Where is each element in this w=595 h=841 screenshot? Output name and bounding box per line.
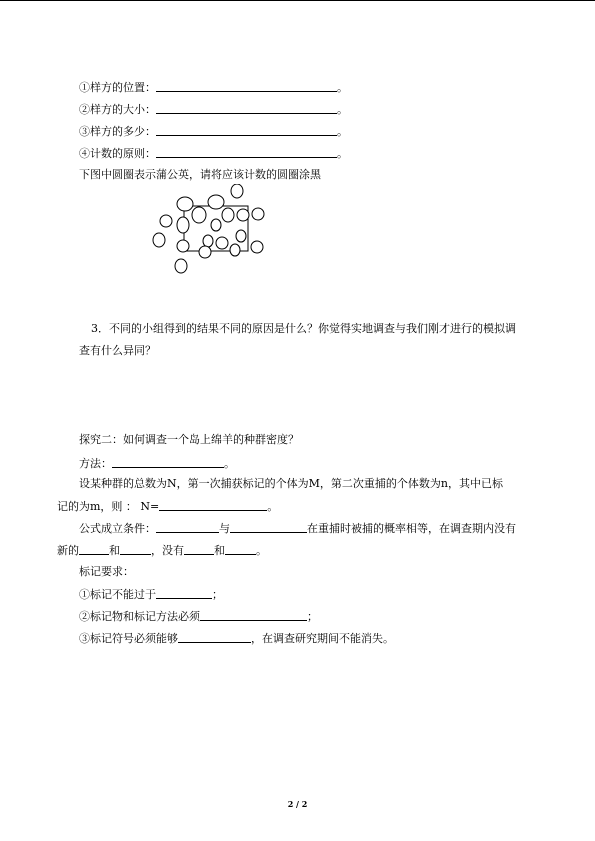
setup-line1: 设某种群的总数为N，第一次捕获标记的个体为M，第二次重捕的个体数为n，其中已标 [79,477,503,490]
text: 新的 [57,544,79,557]
label: ③样方的多少： [79,125,156,138]
dandelion-sample-diagram [150,184,270,276]
question-3-line2: 查有什么异同？ [79,344,156,357]
text: ，没有 [151,544,184,557]
dandelion-circle[interactable] [175,259,187,273]
condition-blank-6[interactable] [225,543,256,555]
formula-blank[interactable] [159,499,267,511]
question-counting-rule [79,146,348,161]
dandelion-circle[interactable] [216,237,228,249]
text: 与 [219,522,230,535]
dandelion-circle[interactable] [236,230,246,242]
answer-blank[interactable] [156,146,337,158]
question-3-line1: 3．不同的小组得到的结果不同的原因是什么？你觉得实地调查与我们刚才进行的模拟调 [91,322,516,335]
label: ②样方的大小： [79,103,156,116]
text: 和 [109,544,120,557]
condition-blank-4[interactable] [120,543,151,555]
requirement-blank-1[interactable] [156,587,212,599]
question-sample-position [79,80,348,95]
punct: 。 [256,544,267,557]
condition-blank-1[interactable] [156,521,219,533]
text: ③标记符号必须能够 [79,632,178,645]
punct: ； [212,588,223,601]
condition-line2 [57,543,267,558]
requirement-2 [79,609,318,624]
explore2-title: 探究二：如何调查一个岛上绵羊的种群密度？ [79,433,299,446]
text: ②标记物和标记方法必须 [79,610,200,623]
method-line [79,456,235,471]
answer-blank[interactable] [156,80,337,92]
dandelion-circle[interactable] [177,217,189,233]
condition-line1 [79,521,516,536]
condition-blank-5[interactable] [184,543,214,555]
answer-blank[interactable] [156,102,337,114]
dandelion-circle[interactable] [192,207,206,223]
dandelion-circle[interactable] [199,246,211,258]
text: ①标记不能过于 [79,588,156,601]
text: 在重捕时被捕的概率相等，在调查期内没有 [307,522,516,535]
punct: 。 [267,500,279,513]
condition-blank-2[interactable] [230,521,307,533]
punct: 。 [224,457,235,470]
dandelion-circle[interactable] [153,233,165,247]
page-number: 2 / 2 [287,799,308,809]
dandelion-circle[interactable] [222,208,234,222]
dandelion-circle[interactable] [177,240,189,252]
punct: ； [307,610,318,623]
punct: 。 [337,147,348,160]
dandelion-circle[interactable] [251,241,263,253]
method-blank[interactable] [112,456,224,468]
text: 和 [214,544,225,557]
label: ④计数的原则： [79,147,156,160]
mark-requirements-title: 标记要求： [79,565,134,578]
text: ，在调查研究期间不能消失。 [251,632,394,645]
dandelion-circle[interactable] [208,195,224,209]
setup-line2 [57,499,278,514]
answer-blank[interactable] [156,124,337,136]
requirement-1 [79,587,223,602]
dandelion-circle[interactable] [230,244,240,256]
punct: 。 [337,103,348,116]
dandelion-circle[interactable] [211,219,221,231]
dandelion-circle[interactable] [177,197,193,211]
requirement-3 [79,631,394,646]
diagram-caption: 下图中圆圈表示蒲公英，请将应该计数的圆圈涂黑 [79,168,321,181]
dandelion-circle[interactable] [231,184,243,198]
punct: 。 [337,125,348,138]
question-sample-count [79,124,348,139]
requirement-blank-2[interactable] [200,609,307,621]
question-sample-size [79,102,348,117]
header-rule [0,0,595,1]
label: ①样方的位置： [79,81,156,94]
dandelion-circle[interactable] [252,208,264,220]
dandelion-circle[interactable] [160,215,172,227]
label: 方法： [79,457,112,470]
requirement-blank-3[interactable] [178,631,251,643]
dandelion-circle[interactable] [203,235,213,247]
condition-blank-3[interactable] [79,543,109,555]
label: 公式成立条件： [79,522,156,535]
formula-label: 记的为m，则 ： N= [57,500,160,513]
dandelion-circle[interactable] [237,209,249,221]
punct: 。 [337,81,348,94]
